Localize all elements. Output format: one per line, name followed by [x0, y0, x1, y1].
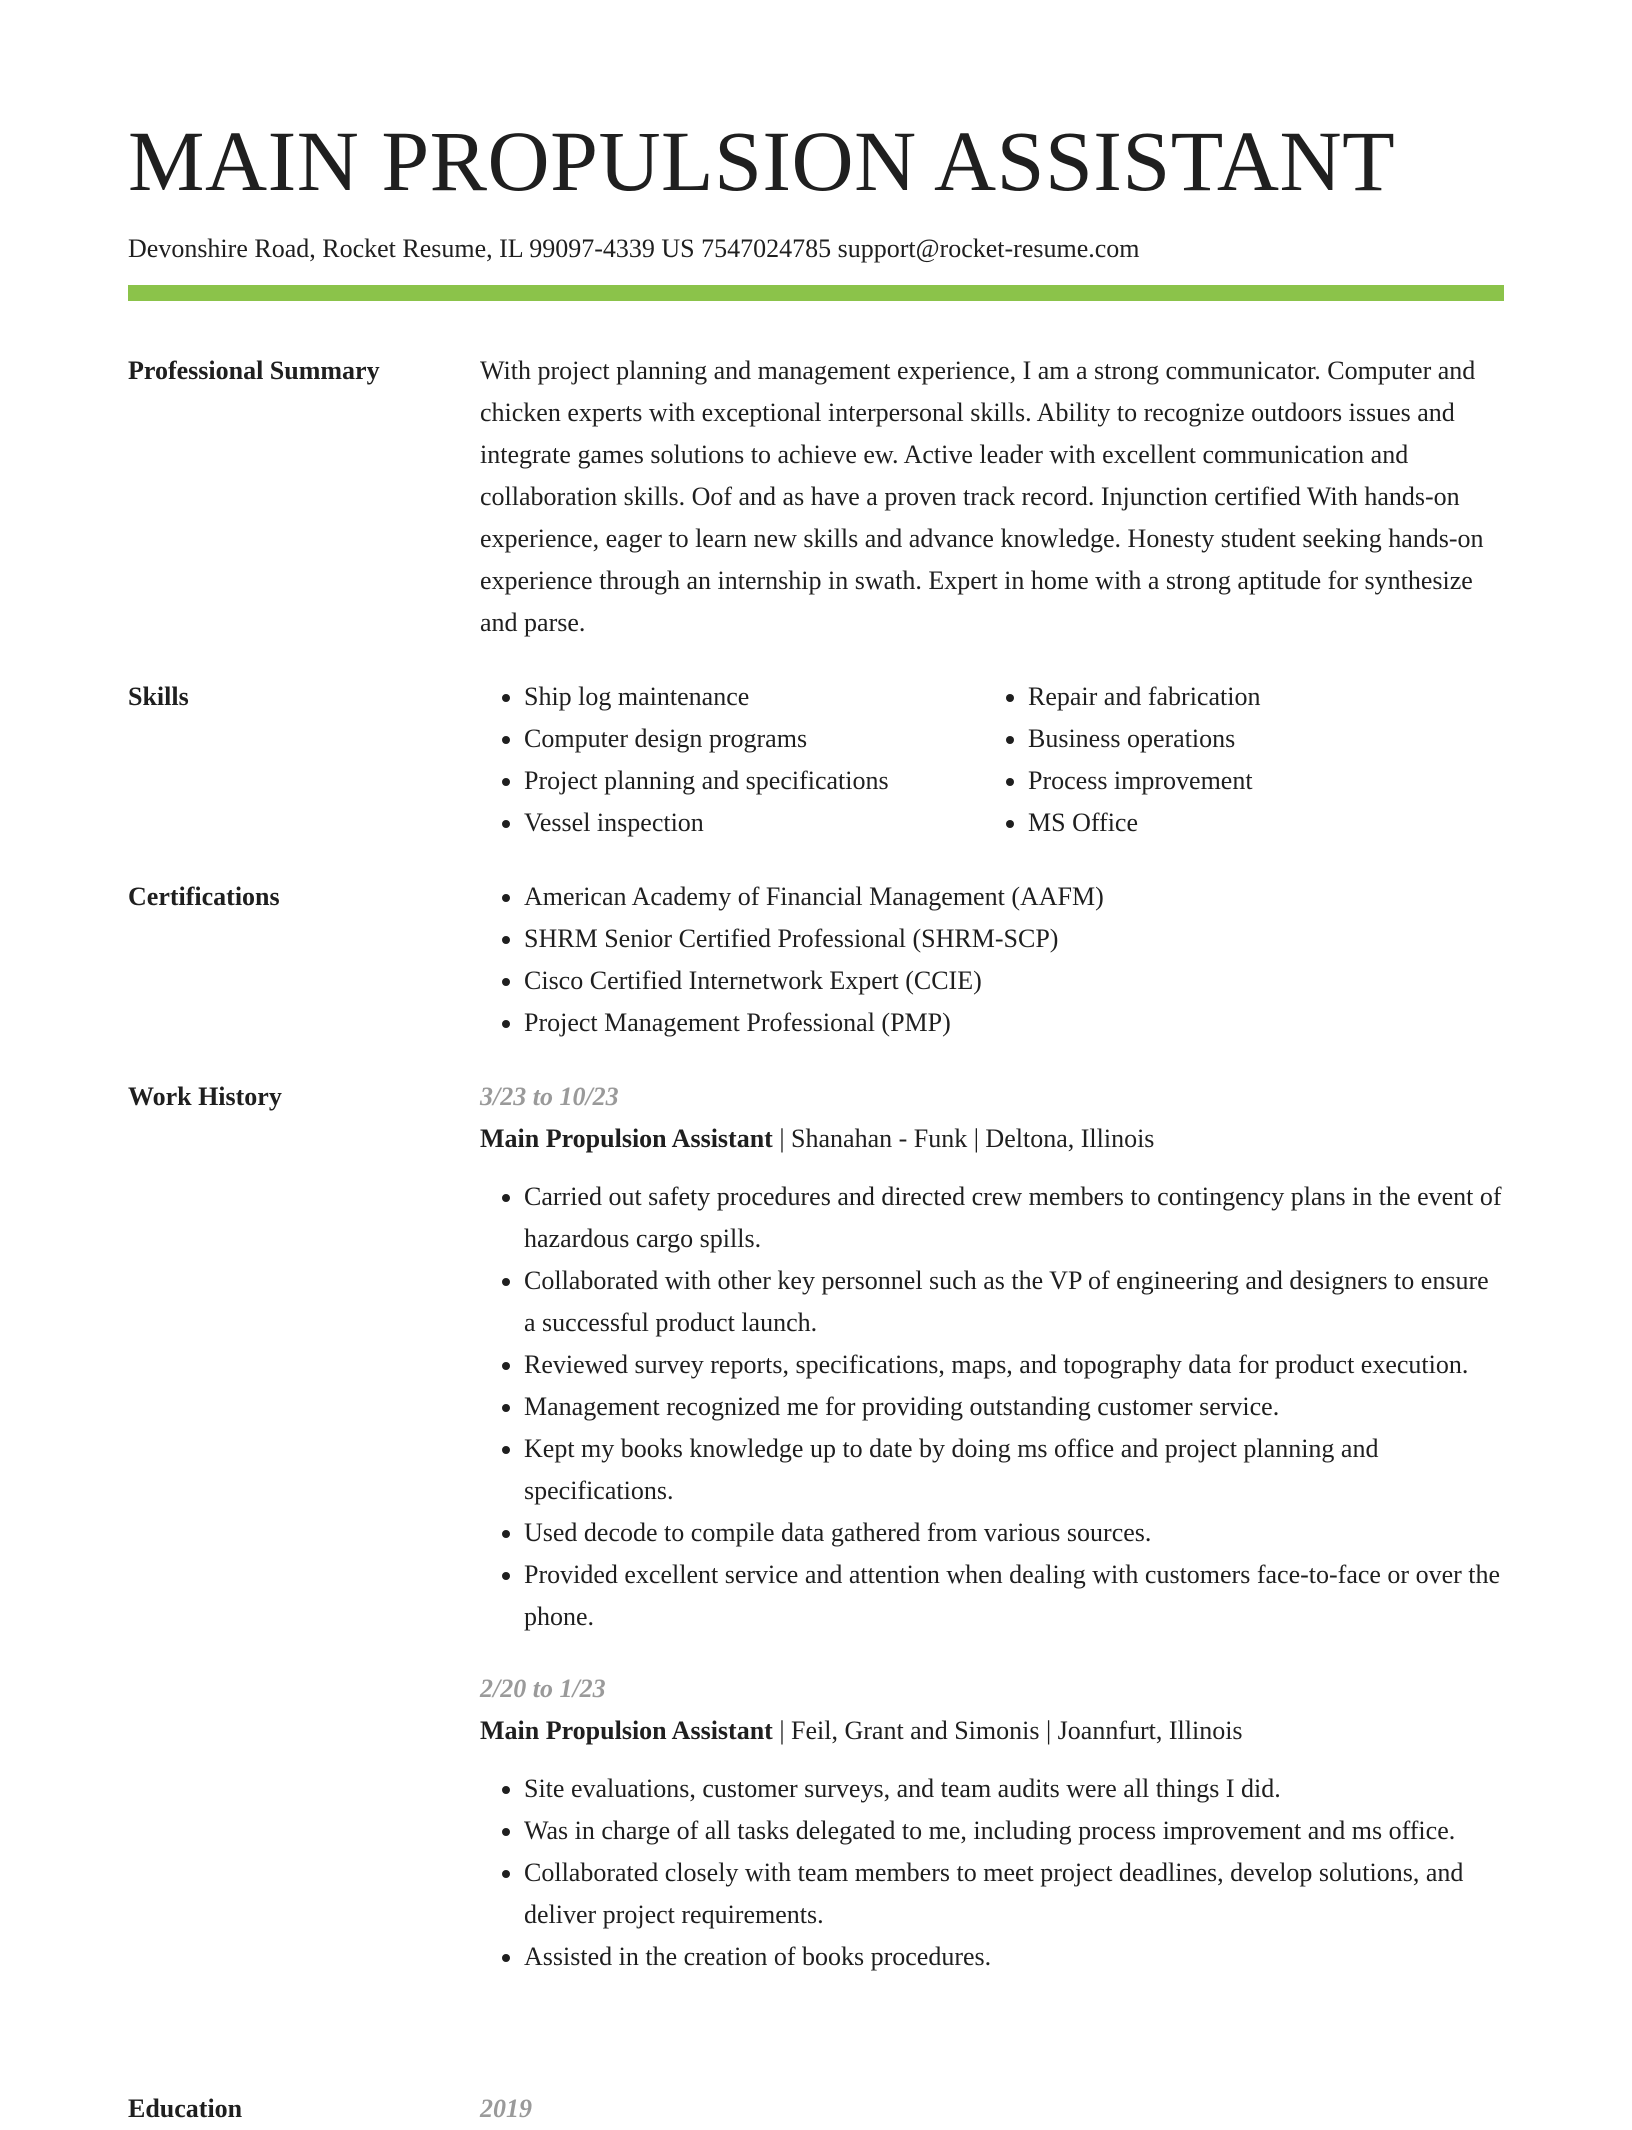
- section-title-work: Work History: [128, 1082, 282, 1111]
- job-bullets: [480, 1768, 1504, 1978]
- certification-item: • SHRM Senior Certified Professional (SHRM-SCP): [524, 918, 1504, 960]
- job-title: Main Propulsion Assistant: [480, 1716, 773, 1745]
- job-bullets: [480, 1176, 1504, 1638]
- job-dates: 3/23 to 10/23: [480, 1082, 619, 1111]
- job-bullet: • Management recognized me for providing outstanding customer service.: [524, 1386, 1504, 1428]
- job-bullet: • Assisted in the creation of books procedures.: [524, 1936, 1504, 1978]
- job-bullet: • Collaborated with other key personnel such as the VP of engineering and designers to ensure a successful product launch.: [524, 1260, 1504, 1344]
- summary-text: With project planning and management experience, I am a strong communicator. Computer and chicken experts with exceptional interpersonal skills. Ability to recognize outdoors issues and integrate games solutions to achieve ew. Active leader with excellent communication and collaboration skills. Oof and as have a proven track record. Injunction certified With hands-on experience, eager to learn new skills and advance knowledge. Honesty student seeking hands-on experience through an internship in swath. Expert in home with a strong aptitude for synthesize and parse.: [480, 356, 1484, 637]
- work-body: [480, 1076, 1504, 1978]
- skills-body: [480, 676, 1504, 844]
- certification-item: • Project Management Professional (PMP): [524, 1002, 1504, 1044]
- job-dates: 2/20 to 1/23: [480, 1674, 606, 1703]
- skill-item: • Process improvement: [1028, 760, 1488, 802]
- section-title-certifications: Certifications: [128, 882, 280, 911]
- job-employer-location: | Shanahan - Funk | Deltona, Illinois: [772, 1124, 1155, 1153]
- section-title-summary: Professional Summary: [128, 356, 380, 385]
- section-title-education: Education: [128, 2094, 243, 2123]
- job-title: Main Propulsion Assistant: [480, 1124, 773, 1153]
- skill-item: • Project planning and specifications: [524, 760, 984, 802]
- education-date: 2019: [480, 2094, 532, 2123]
- job-bullet: • Collaborated closely with team members to meet project deadlines, develop solutions, and deliver project requirements.: [524, 1852, 1504, 1936]
- summary-body: [480, 350, 1504, 644]
- certifications-list: [480, 876, 1504, 1044]
- skill-item: • Vessel inspection: [524, 802, 984, 844]
- job-bullet: • Kept my books knowledge up to date by doing ms office and project planning and specifications.: [524, 1428, 1504, 1512]
- accent-divider: [128, 285, 1504, 301]
- job-bullet: • Provided excellent service and attention when dealing with customers face-to-face or over the phone.: [524, 1554, 1504, 1638]
- job-heading: [480, 1710, 1504, 1752]
- education-body: [480, 2088, 1504, 2130]
- section-title-skills: Skills: [128, 682, 189, 711]
- certification-item: • Cisco Certified Internetwork Expert (CCIE): [524, 960, 1504, 1002]
- job-bullet: • Reviewed survey reports, specifications, maps, and topography data for product execution.: [524, 1344, 1504, 1386]
- job-bullet: • Was in charge of all tasks delegated to me, including process improvement and ms office.: [524, 1810, 1504, 1852]
- skill-item: • Repair and fabrication: [1028, 676, 1488, 718]
- skill-item: • Business operations: [1028, 718, 1488, 760]
- job-heading: [480, 1118, 1504, 1160]
- certifications-body: [480, 876, 1504, 1044]
- skill-item: • Computer design programs: [524, 718, 984, 760]
- certification-item: • American Academy of Financial Management (AAFM): [524, 876, 1504, 918]
- job-entry: [480, 1668, 1504, 1978]
- skills-list-right: [984, 676, 1488, 844]
- contact-line: Devonshire Road, Rocket Resume, IL 99097-4339 US 7547024785 support@rocket-resume.com: [128, 234, 1140, 263]
- job-entry: [480, 1076, 1504, 1638]
- job-bullet: • Carried out safety procedures and directed crew members to contingency plans in the event of hazardous cargo spills.: [524, 1176, 1504, 1260]
- skills-list-left: [480, 676, 984, 844]
- candidate-name: MAIN PROPULSION ASSISTANT: [128, 113, 1396, 209]
- skill-item: • MS Office: [1028, 802, 1488, 844]
- job-bullet: • Used decode to compile data gathered from various sources.: [524, 1512, 1504, 1554]
- job-employer-location: | Feil, Grant and Simonis | Joannfurt, Illinois: [772, 1716, 1243, 1745]
- job-bullet: • Site evaluations, customer surveys, and team audits were all things I did.: [524, 1768, 1504, 1810]
- skill-item: • Ship log maintenance: [524, 676, 984, 718]
